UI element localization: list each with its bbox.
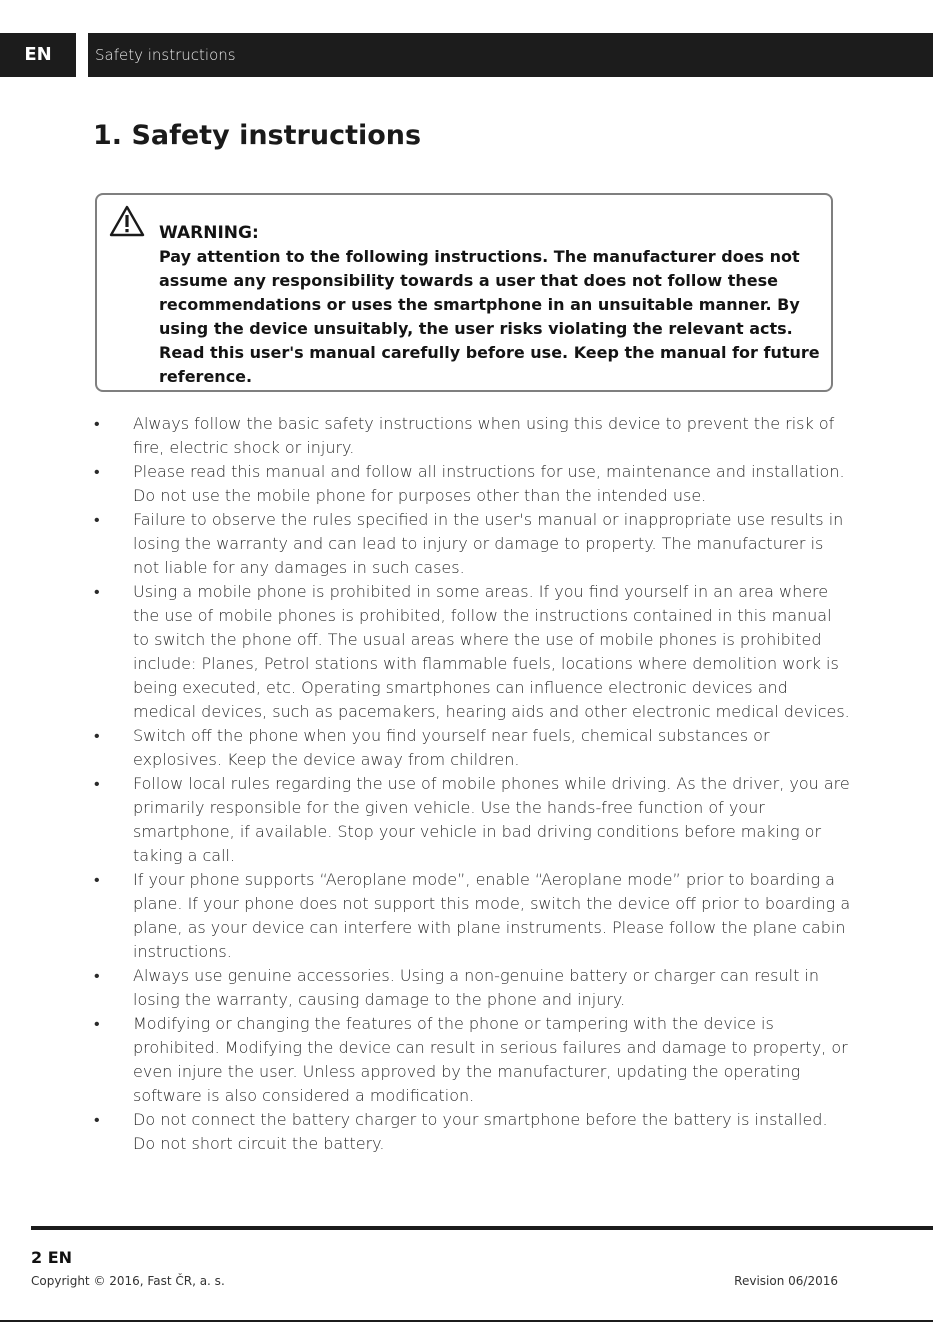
bullet-icon: • [94,966,100,985]
list-item [92,508,852,580]
list-item-text: Follow local rules regarding the use of mobile phones while driving. As the driver, you are primarily responsible for the given vehicle. Use the hands-free function of your smartphone, if available. Stop your vehicle in bad driving conditions before making or taking a call. [133,774,850,865]
bullet-icon: • [94,870,100,889]
bullet-icon: • [94,1014,100,1033]
list-item [92,772,852,868]
header-bar [0,33,933,77]
list-item-text: Using a mobile phone is prohibited in some areas. If you find yourself in an area where the use of mobile phones is prohibited, follow the instructions contained in this manual to switch the phone off. The usual areas where the use of mobile phones is prohibited include: Planes, Petrol stations with flammable fuels, locations where demolition work is being executed, etc. Operating smartphones can influence electronic devices and medical devices, such as pacemakers, hearing aids and other electronic medical devices. [133,582,850,721]
list-item [92,964,852,1012]
safety-bullet-list [92,412,852,1156]
list-item-text: Switch off the phone when you find yourself near fuels, chemical substances or explosives. Keep the device away from children. [133,726,770,769]
warning-label: WARNING: [159,223,259,243]
copyright-notice: Copyright © 2016, Fast ČR, a. s. [31,1274,225,1288]
list-item-text: Failure to observe the rules specified in the user's manual or inappropriate use results in losing the warranty and can lead to injury or damage to property. The manufacturer is not liable for any damages in such cases. [133,510,844,577]
bullet-icon: • [94,726,100,745]
list-item-text: Do not connect the battery charger to your smartphone before the battery is installed. Do not short circuit the battery. [133,1110,828,1153]
bullet-icon: • [94,414,100,433]
list-item [92,724,852,772]
revision-label: Revision 06/2016 [734,1274,838,1288]
section-header: Safety instructions [88,33,933,77]
bullet-icon: • [94,510,100,529]
list-item [92,1108,852,1156]
page-title: 1. Safety instructions [93,120,422,151]
warning-content [159,221,823,389]
page-number: 2 EN [31,1248,73,1267]
bullet-icon: • [94,462,100,481]
bullet-icon: • [94,774,100,793]
list-item [92,460,852,508]
footer-divider [31,1226,933,1230]
warning-box [95,193,833,392]
list-item-text: Always follow the basic safety instructions when using this device to prevent the risk of fire, electric shock or injury. [133,414,835,457]
list-item-text: Always use genuine accessories. Using a non-genuine battery or charger can result in losing the warranty, causing damage to the phone and injury. [133,966,820,1009]
bullet-icon: • [94,582,100,601]
list-item [92,868,852,964]
list-item [92,1012,852,1108]
list-item-text: Modifying or changing the features of the phone or tampering with the device is prohibited. Modifying the device can result in serious failures and damage to property, or even injure the user. Unless approved by the manufacturer, updating the operating software is also considered a modification. [133,1014,848,1105]
warning-triangle-icon [109,205,145,237]
bullet-icon: • [94,1110,100,1129]
list-item-text: Please read this manual and follow all instructions for use, maintenance and installation. Do not use the mobile phone for purposes other than the intended use. [133,462,845,505]
bottom-divider [0,1320,933,1322]
list-item [92,412,852,460]
warning-paragraph: Pay attention to the following instructions. The manufacturer does not assume any responsibility towards a user that does not follow these recommendations or uses the smartphone in an unsuitable manner. By using the device unsuitably, the user risks violating the relevant acts. [159,247,800,338]
list-item [92,580,852,724]
warning-paragraph: Read this user's manual carefully before use. Keep the manual for future reference. [159,343,820,386]
list-item-text: If your phone supports “Aeroplane mode”, enable “Aeroplane mode” prior to boarding a plane. If your phone does not support this mode, switch the device off prior to boarding a plane, as your device can interfere with plane instruments. Please follow the plane cabin instructions. [133,870,851,961]
language-tab: EN [0,33,76,77]
